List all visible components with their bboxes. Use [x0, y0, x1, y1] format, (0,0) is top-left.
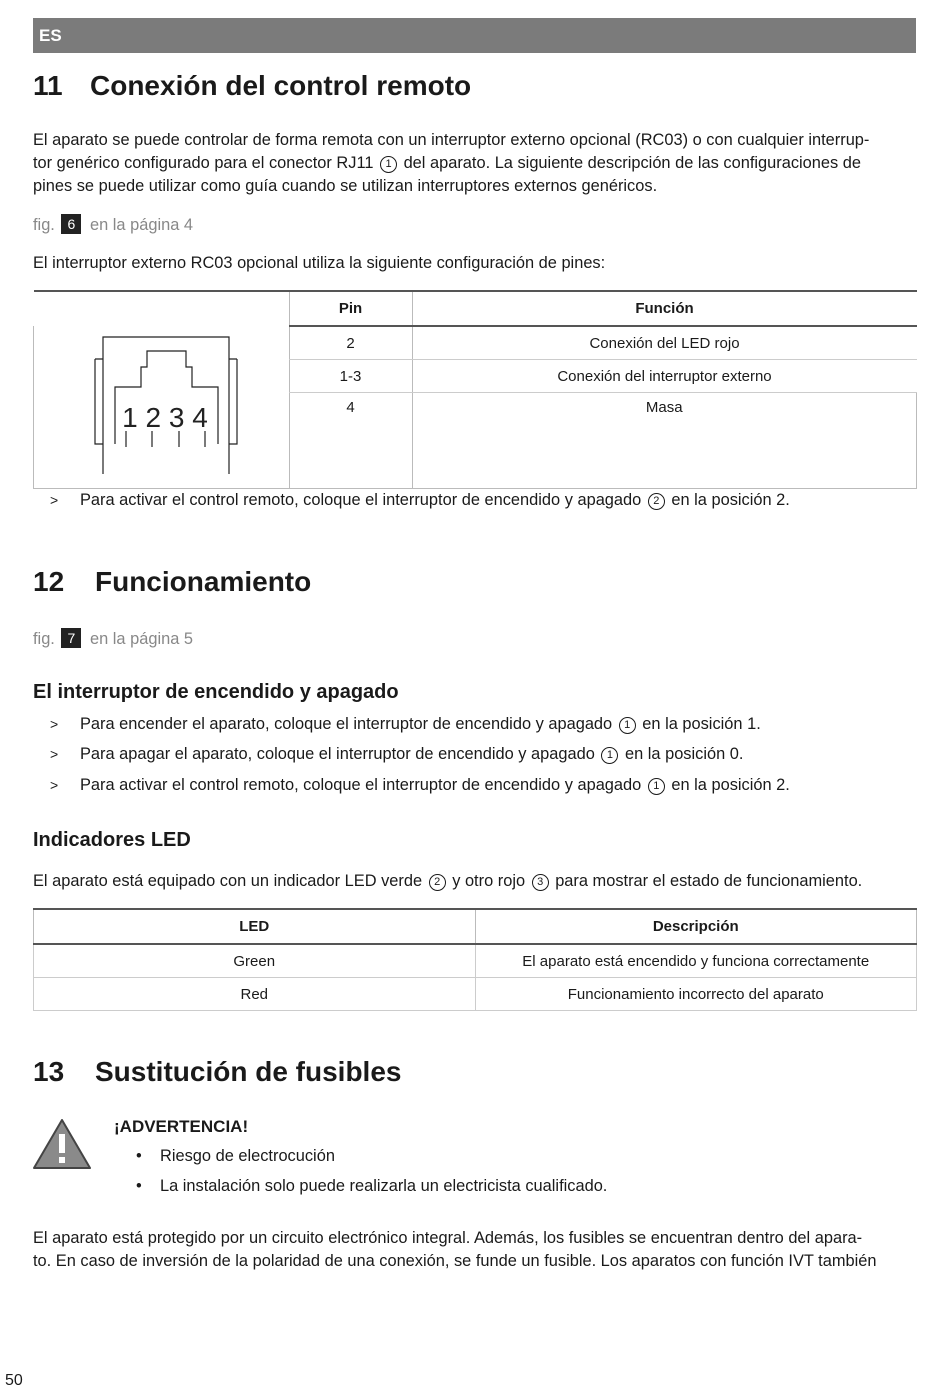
fig-suffix: en la página 5: [90, 630, 193, 648]
led-text: [33, 870, 913, 893]
led-line: [33, 870, 913, 893]
fig-prefix: fig.: [33, 630, 55, 648]
language-tag: ES: [39, 26, 62, 45]
cell-pin: 4: [289, 393, 412, 489]
body-line: El aparato está protegido por un circuito electrónico integral. Además, los fusibles se encuentran dentro del apara-: [33, 1229, 863, 1247]
cell-led: Green: [34, 944, 476, 978]
warning-triangle-icon: [32, 1118, 92, 1170]
cell-function: Conexión del interruptor externo: [412, 360, 917, 393]
step-arrow-icon: >: [50, 777, 59, 793]
cell-led: Red: [34, 978, 476, 1011]
header-function: Función: [412, 291, 917, 326]
section-11-heading: [33, 70, 471, 102]
fig-number-badge: 6: [61, 214, 81, 234]
marker-1: 1: [380, 156, 397, 173]
marker-1: 1: [648, 778, 665, 795]
page-number: 50: [5, 1372, 23, 1389]
bullet-icon: •: [136, 1177, 142, 1195]
text: Para activar el control remoto, coloque el interruptor de encendido y apagado: [80, 491, 646, 509]
text: Para activar el control remoto, coloque el interruptor de encendido y apagado: [80, 776, 646, 794]
fig-number-badge: 7: [61, 628, 81, 648]
section-number: 11: [33, 70, 63, 101]
warning-bullet: [136, 1177, 607, 1196]
text: en la posición 0.: [620, 745, 744, 763]
step-item: [50, 491, 790, 510]
language-bar: [33, 18, 916, 53]
table-row: [34, 944, 917, 978]
header-pin: Pin: [289, 291, 412, 326]
cell-pin: 2: [289, 326, 412, 360]
marker-1: 1: [601, 747, 618, 764]
section-title: Funcionamiento: [95, 566, 312, 597]
pin-table: [33, 290, 917, 489]
table-row: [34, 978, 917, 1011]
text: tor genérico configurado para el conector RJ11: [33, 154, 379, 172]
cell-description: El aparato está encendido y funciona correctamente: [475, 944, 917, 978]
marker-2: 2: [648, 493, 665, 510]
fig-prefix: fig.: [33, 216, 55, 234]
warning-title: ¡ADVERTENCIA!: [114, 1117, 249, 1136]
section-title: Conexión del control remoto: [90, 70, 472, 101]
table-row: [34, 326, 917, 360]
intro-line: El aparato se puede controlar de forma remota con un interruptor externo opcional (RC03) o con cualquier interrup-: [33, 131, 870, 149]
rj11-connector-diagram: [35, 329, 288, 481]
text: en la posición 2.: [666, 776, 790, 794]
text: Para apagar el aparato, coloque el interruptor de encendido y apagado: [80, 745, 600, 763]
led-table: [33, 908, 917, 1011]
marker-1: 1: [619, 717, 636, 734]
text: del aparato. La siguiente descripción de las configuraciones de: [399, 154, 861, 172]
step-item: [50, 715, 761, 734]
config-text: El interruptor externo RC03 opcional utiliza la siguiente configuración de pines:: [33, 254, 606, 272]
step-item: [50, 776, 790, 795]
section-number: 12: [33, 566, 65, 597]
section-11-intro: [33, 129, 913, 198]
header-description: Descripción: [475, 909, 917, 944]
connector-diagram-cell: [34, 326, 290, 489]
text: en la posición 1.: [637, 715, 761, 733]
step-arrow-icon: >: [50, 492, 59, 508]
text: Riesgo de electrocución: [160, 1147, 335, 1165]
text: para mostrar el estado de funcionamiento.: [550, 872, 863, 890]
section-13-heading: [33, 1056, 401, 1088]
text: en la posición 2.: [666, 491, 790, 509]
marker-3: 3: [532, 874, 549, 891]
section-13-body: [33, 1227, 913, 1273]
text: y otro rojo: [447, 872, 530, 890]
section-12-heading: [33, 566, 311, 598]
step-arrow-icon: >: [50, 716, 59, 732]
body-line: to. En caso de inversión de la polaridad de una conexión, se funde un fusible. Los aparatos con función IVT también: [33, 1252, 877, 1270]
intro-line: pines se puede utilizar como guía cuando se utilizan interruptores externos genéricos.: [33, 177, 658, 195]
step-item: [50, 745, 743, 764]
fig-suffix: en la página 4: [90, 216, 193, 234]
table-corner: [34, 291, 290, 326]
marker-2: 2: [429, 874, 446, 891]
connector-pin-numbers: 1 2 3 4: [121, 402, 208, 433]
led-heading: Indicadores LED: [33, 829, 191, 851]
text: El aparato está equipado con un indicador LED verde: [33, 872, 427, 890]
cell-function: Masa: [412, 393, 917, 489]
cell-description: Funcionamiento incorrecto del aparato: [475, 978, 917, 1011]
warning-bullet: [136, 1147, 335, 1166]
figure-reference: [33, 214, 193, 235]
section-title: Sustitución de fusibles: [95, 1056, 402, 1087]
intro-line: [33, 152, 913, 175]
cell-function: Conexión del LED rojo: [412, 326, 917, 360]
switch-heading: El interruptor de encendido y apagado: [33, 681, 399, 703]
cell-pin: 1-3: [289, 360, 412, 393]
bullet-icon: •: [136, 1147, 142, 1165]
step-arrow-icon: >: [50, 746, 59, 762]
text: La instalación solo puede realizarla un electricista cualificado.: [160, 1177, 608, 1195]
section-number: 13: [33, 1056, 65, 1087]
header-led: LED: [34, 909, 476, 944]
figure-reference: [33, 628, 193, 649]
text: Para encender el aparato, coloque el interruptor de encendido y apagado: [80, 715, 617, 733]
